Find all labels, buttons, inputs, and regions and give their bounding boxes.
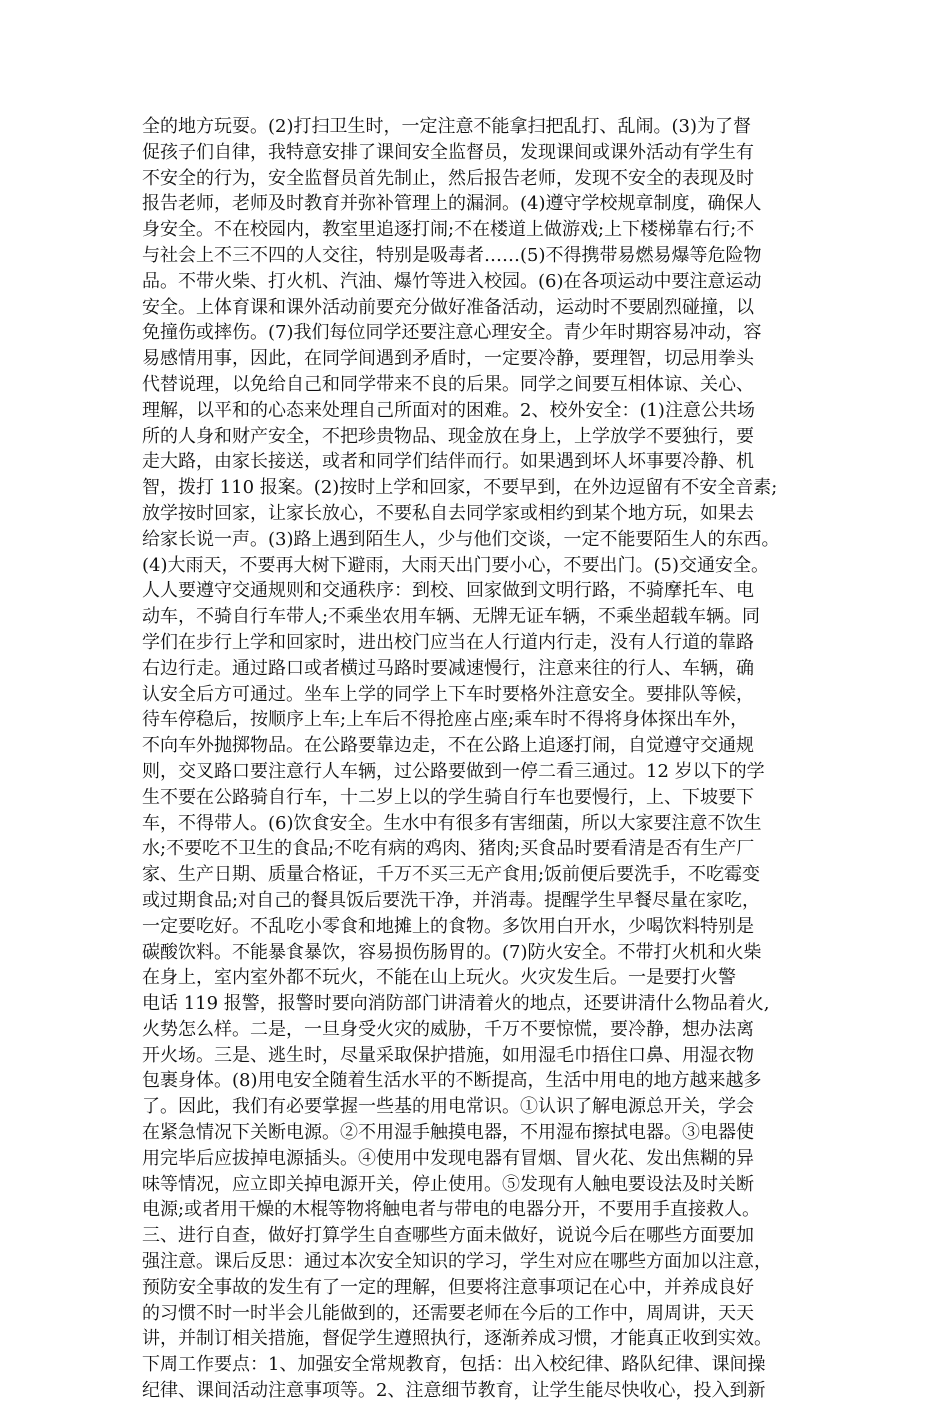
text-line: 火势怎么样。二是，一旦身受火灾的威胁，千万不要惊慌，要冷静，想办法离 <box>142 1018 754 1040</box>
text-line: 免撞伤或摔伤。(7)我们每位同学还要注意心理安全。青少年时期容易冲动，容 <box>142 322 762 344</box>
text-line: 强注意。课后反思：通过本次安全知识的学习，学生对应在哪些方面加以注意， <box>142 1251 772 1273</box>
text-line: 所的人身和财产安全，不把珍贵物品、现金放在身上，上学放学不要独行，要 <box>142 425 754 447</box>
text-line: 的习惯不时一时半会儿能做到的，还需要老师在今后的工作中，周周讲，天天 <box>142 1302 754 1324</box>
text-line: 了。因此，我们有必要掌握一些基的用电常识。①认识了解电源总开关，学会 <box>142 1096 754 1118</box>
text-line: 给家长说一声。(3)路上遇到陌生人，少与他们交谈，一定不能要陌生人的东西。 <box>142 528 780 550</box>
text-line: 碳酸饮料。不能暴食暴饮，容易损伤肠胃的。(7)防火安全。不带打火机和火柴 <box>142 941 762 963</box>
text-line: 学们在步行上学和回家时，进出校门应当在人行道内行走，没有人行道的靠路 <box>142 631 754 653</box>
text-line: 走大路，由家长接送，或者和同学们结伴而行。如果遇到坏人坏事要冷静、机 <box>142 451 754 473</box>
text-line: 报告老师，老师及时教育并弥补管理上的漏洞。(4)遵守学校规章制度，确保人 <box>142 193 762 215</box>
text-line: 安全。上体育课和课外活动前要充分做好准备活动，运动时不要剧烈碰撞，以 <box>142 296 754 318</box>
text-line: 代替说理，以免给自己和同学带来不良的后果。同学之间要互相体谅、关心、 <box>142 373 754 395</box>
text-line: 包裹身体。(8)用电安全随着生活水平的不断提高，生活中用电的地方越来越多 <box>142 1070 762 1092</box>
text-line: 用完毕后应拔掉电源插头。④使用中发现电器有冒烟、冒火花、发出焦糊的异 <box>142 1147 754 1169</box>
text-line: 与社会上不三不四的人交往，特别是吸毒者……(5)不得携带易燃易爆等危险物 <box>142 244 762 266</box>
text-line: 水;不要吃不卫生的食品;不吃有病的鸡肉、猪肉;买食品时要看清是否有生产厂 <box>142 838 755 860</box>
text-line: 一定要吃好。不乱吃小零食和地摊上的食物。多饮用白开水，少喝饮料特别是 <box>142 915 754 937</box>
text-line: 不向车外抛掷物品。在公路要靠边走，不在公路上追逐打闹，自觉遵守交通规 <box>142 735 754 757</box>
text-line: 生不要在公路骑自行车，十二岁上以的学生骑自行车也要慢行，上、下坡要下 <box>142 786 754 808</box>
text-line: 纪律、课间活动注意事项等。2、注意细节教育，让学生能尽快收心，投入到新 <box>142 1380 766 1402</box>
text-line: 人人要遵守交通规则和交通秩序：到校、回家做到文明行路，不骑摩托车、电 <box>142 580 754 602</box>
text-line: 待车停稳后，按顺序上车;上车后不得抢座占座;乘车时不得将身体探出车外， <box>142 709 749 731</box>
text-line: 则，交叉路口要注意行人车辆，过公路要做到一停二看三通过。12 岁以下的学 <box>142 760 765 782</box>
text-line: 在身上，室内室外都不玩火，不能在山上玩火。火灾发生后。一是要打火警 <box>142 967 736 989</box>
text-line: 车，不得带人。(6)饮食安全。生水中有很多有害细菌，所以大家要注意不饮生 <box>142 812 762 834</box>
text-line: 电话 119 报警，报警时要向消防部门讲清着火的地点，还要讲清什么物品着火, <box>142 993 770 1015</box>
text-line: 三、进行自查，做好打算学生自查哪些方面未做好，说说今后在哪些方面要加 <box>142 1225 754 1247</box>
text-line: 或过期食品;对自己的餐具饭后要洗干净，并消毒。提醒学生早餐尽量在家吃， <box>142 889 761 911</box>
text-line: 家、生产日期、质量合格证，千万不买三无产食用;饭前便后要洗手，不吃霉变 <box>142 864 761 886</box>
text-line: 讲，并制订相关措施，督促学生遵照执行，逐渐养成习惯，才能真正收到实效。 <box>142 1328 772 1350</box>
text-line: 理解，以平和的心态来处理自己所面对的困难。2、校外安全：(1)注意公共场 <box>142 399 755 421</box>
text-line: 不安全的行为，安全监督员首先制止，然后报告老师，发现不安全的表现及时 <box>142 167 754 189</box>
text-line: 动车，不骑自行车带人;不乘坐农用车辆、无牌无证车辆，不乘坐超载车辆。同 <box>142 606 761 628</box>
text-line: 放学按时回家，让家长放心，不要私自去同学家或相约到某个地方玩，如果去 <box>142 502 754 524</box>
text-line: 品。不带火柴、打火机、汽油、爆竹等进入校园。(6)在各项运动中要注意运动 <box>142 270 762 292</box>
text-line: 全的地方玩耍。(2)打扫卫生时，一定注意不能拿扫把乱打、乱闹。(3)为了督 <box>142 116 751 137</box>
text-line: 预防安全事故的发生有了一定的理解，但要将注意事项记在心中，并养成良好 <box>142 1276 754 1298</box>
text-line: (4)大雨天，不要再大树下避雨，大雨天出门要小心，不要出门。(5)交通安全。 <box>142 554 769 576</box>
text-line: 下周工作要点：1、加强安全常规教育，包括：出入校纪律、路队纪律、课间操 <box>142 1354 766 1376</box>
text-line: 电源;或者用干燥的木棍等物将触电者与带电的电器分开，不要用手直接救人。 <box>142 1199 761 1221</box>
text-line: 智，拨打 110 报案。(2)按时上学和回家，不要早到，在外边逗留有不安全音素; <box>142 477 778 499</box>
body-text <box>142 114 814 1404</box>
text-line: 在紧急情况下关断电源。②不用湿手触摸电器，不用湿布擦拭电器。③电器使 <box>142 1122 754 1144</box>
text-line: 易感情用事，因此，在同学间遇到矛盾时，一定要冷静，要理智，切忌用拳头 <box>142 348 754 370</box>
text-line: 味等情况，应立即关掉电源开关，停止使用。⑤发现有人触电要设法及时关断 <box>142 1173 754 1195</box>
text-line: 身安全。不在校园内，教室里追逐打闹;不在楼道上做游戏;上下楼梯靠右行;不 <box>142 219 755 241</box>
text-line: 右边行走。通过路口或者横过马路时要减速慢行，注意来往的行人、车辆，确 <box>142 657 754 679</box>
text-line: 认安全后方可通过。坐车上学的同学上下车时要格外注意安全。要排队等候， <box>142 683 754 705</box>
text-line: 开火场。三是、逃生时，尽量采取保护措施，如用湿毛巾捂住口鼻、用湿衣物 <box>142 1044 754 1066</box>
text-line: 促孩子们自律，我特意安排了课间安全监督员，发现课间或课外活动有学生有 <box>142 141 754 163</box>
